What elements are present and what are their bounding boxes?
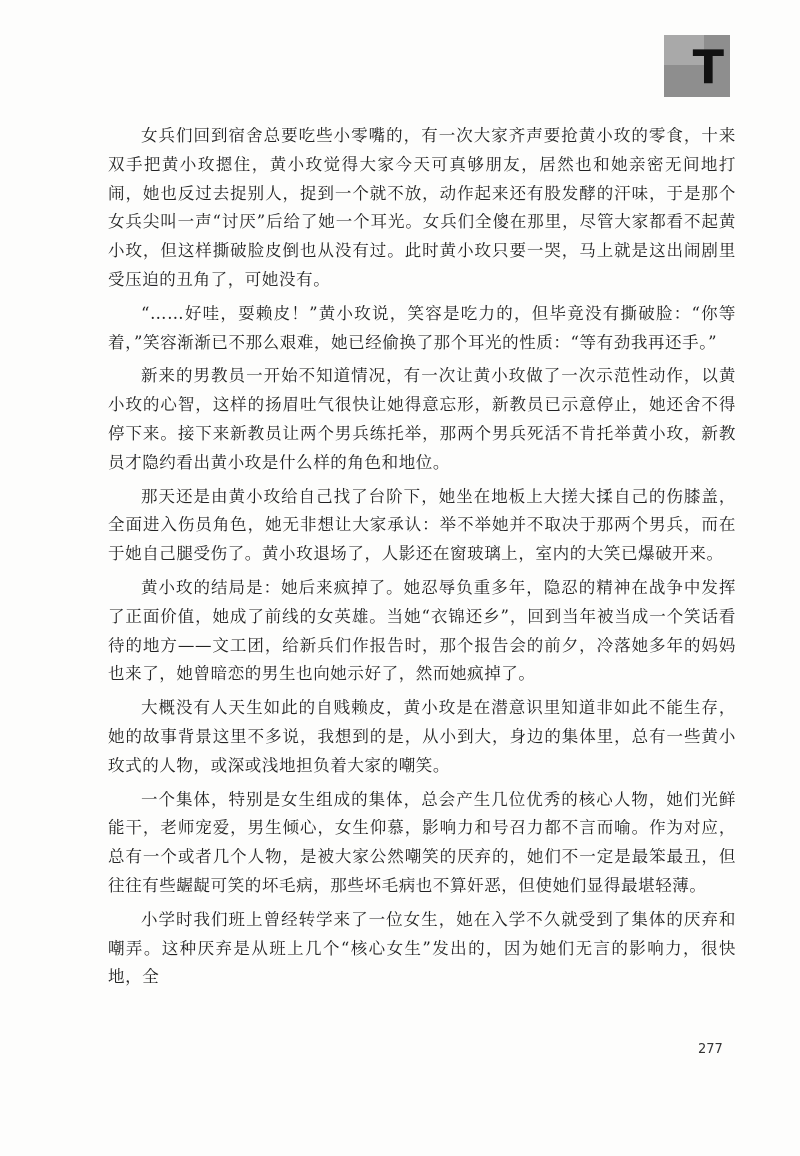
body-text <box>108 122 736 997</box>
chapter-tab-letter: T <box>692 40 724 94</box>
paragraph: 大概没有人天生如此的自贱赖皮，黄小玫是在潜意识里知道非如此不能生存，她的故事背景这里不多说，我想到的是，从小到大，身边的集体里，总有一些黄小玫式的人物，或深或浅地担负着大家的嘲笑。 <box>108 698 736 775</box>
paragraph: 一个集体，特别是女生组成的集体，总会产生几位优秀的核心人物，她们光鲜能干，老师宠爱，男生倾心，女生仰慕，影响力和号召力都不言而喻。作为对应，总有一个或者几个人物，是被大家公然嘲笑的厌弃的，她们不一定是最笨最丑，但往往有些龌龊可笑的坏毛病，那些坏毛病也不算奸恶，但使她们显得最堪轻薄。 <box>108 789 736 895</box>
paragraph: “……好哇，耍赖皮！”黄小玫说，笑容是吃力的，但毕竟没有撕破脸：“你等着，”笑容渐渐已不那么艰难，她已经偷换了那个耳光的性质：“等有劲我再还手。” <box>108 303 736 352</box>
page-number: 277 <box>698 1042 723 1057</box>
paragraph: 女兵们回到宿舍总要吃些小零嘴的，有一次大家齐声要抢黄小玫的零食，十来双手把黄小玫摁住，黄小玫觉得大家今天可真够朋友，居然也和她亲密无间地打闹，她也反过去捉别人，捉到一个就不放，动作起来还有股发酵的汗味，于是那个女兵尖叫一声“讨厌”后给了她一个耳光。女兵们全傻在那里，尽管大家都看不起黄小玫，但这样撕破脸皮倒也从没有过。此时黄小玫只要一哭，马上就是这出闹剧里受压迫的丑角了，可她没有。 <box>108 126 736 289</box>
chapter-tab <box>664 35 730 97</box>
paragraph: 那天还是由黄小玫给自己找了台阶下，她坐在地板上大搓大揉自己的伤膝盖，全面进入伤员角色，她无非想让大家承认：举不举她并不取决于那两个男兵，而在于她自己腿受伤了。黄小玫退场了，人影还在窗玻璃上，室内的大笑已爆破开来。 <box>108 486 736 564</box>
paragraph: 新来的男教员一开始不知道情况，有一次让黄小玫做了一次示范性动作，以黄小玫的心智，这样的扬眉吐气很快让她得意忘形，新教员已示意停止，她还舍不得停下来。接下来新教员让两个男兵练托举，那两个男兵死活不肯托举黄小玫，新教员才隐约看出黄小玫是什么样的角色和地位。 <box>108 366 736 472</box>
paragraph: 黄小玫的结局是：她后来疯掉了。她忍辱负重多年，隐忍的精神在战争中发挥了正面价值，她成了前线的女英雄。当她“衣锦还乡”，回到当年被当成一个笑话看待的地方——文工团，给新兵们作报告时，那个报告会的前夕，冷落她多年的妈妈也来了，她曾暗恋的男生也向她示好了，然而她疯掉了。 <box>108 577 736 684</box>
paragraph: 小学时我们班上曾经转学来了一位女生，她在入学不久就受到了集体的厌弃和嘲弄。这种厌弃是从班上几个“核心女生”发出的，因为她们无言的影响力，很快地，全 <box>108 909 736 987</box>
